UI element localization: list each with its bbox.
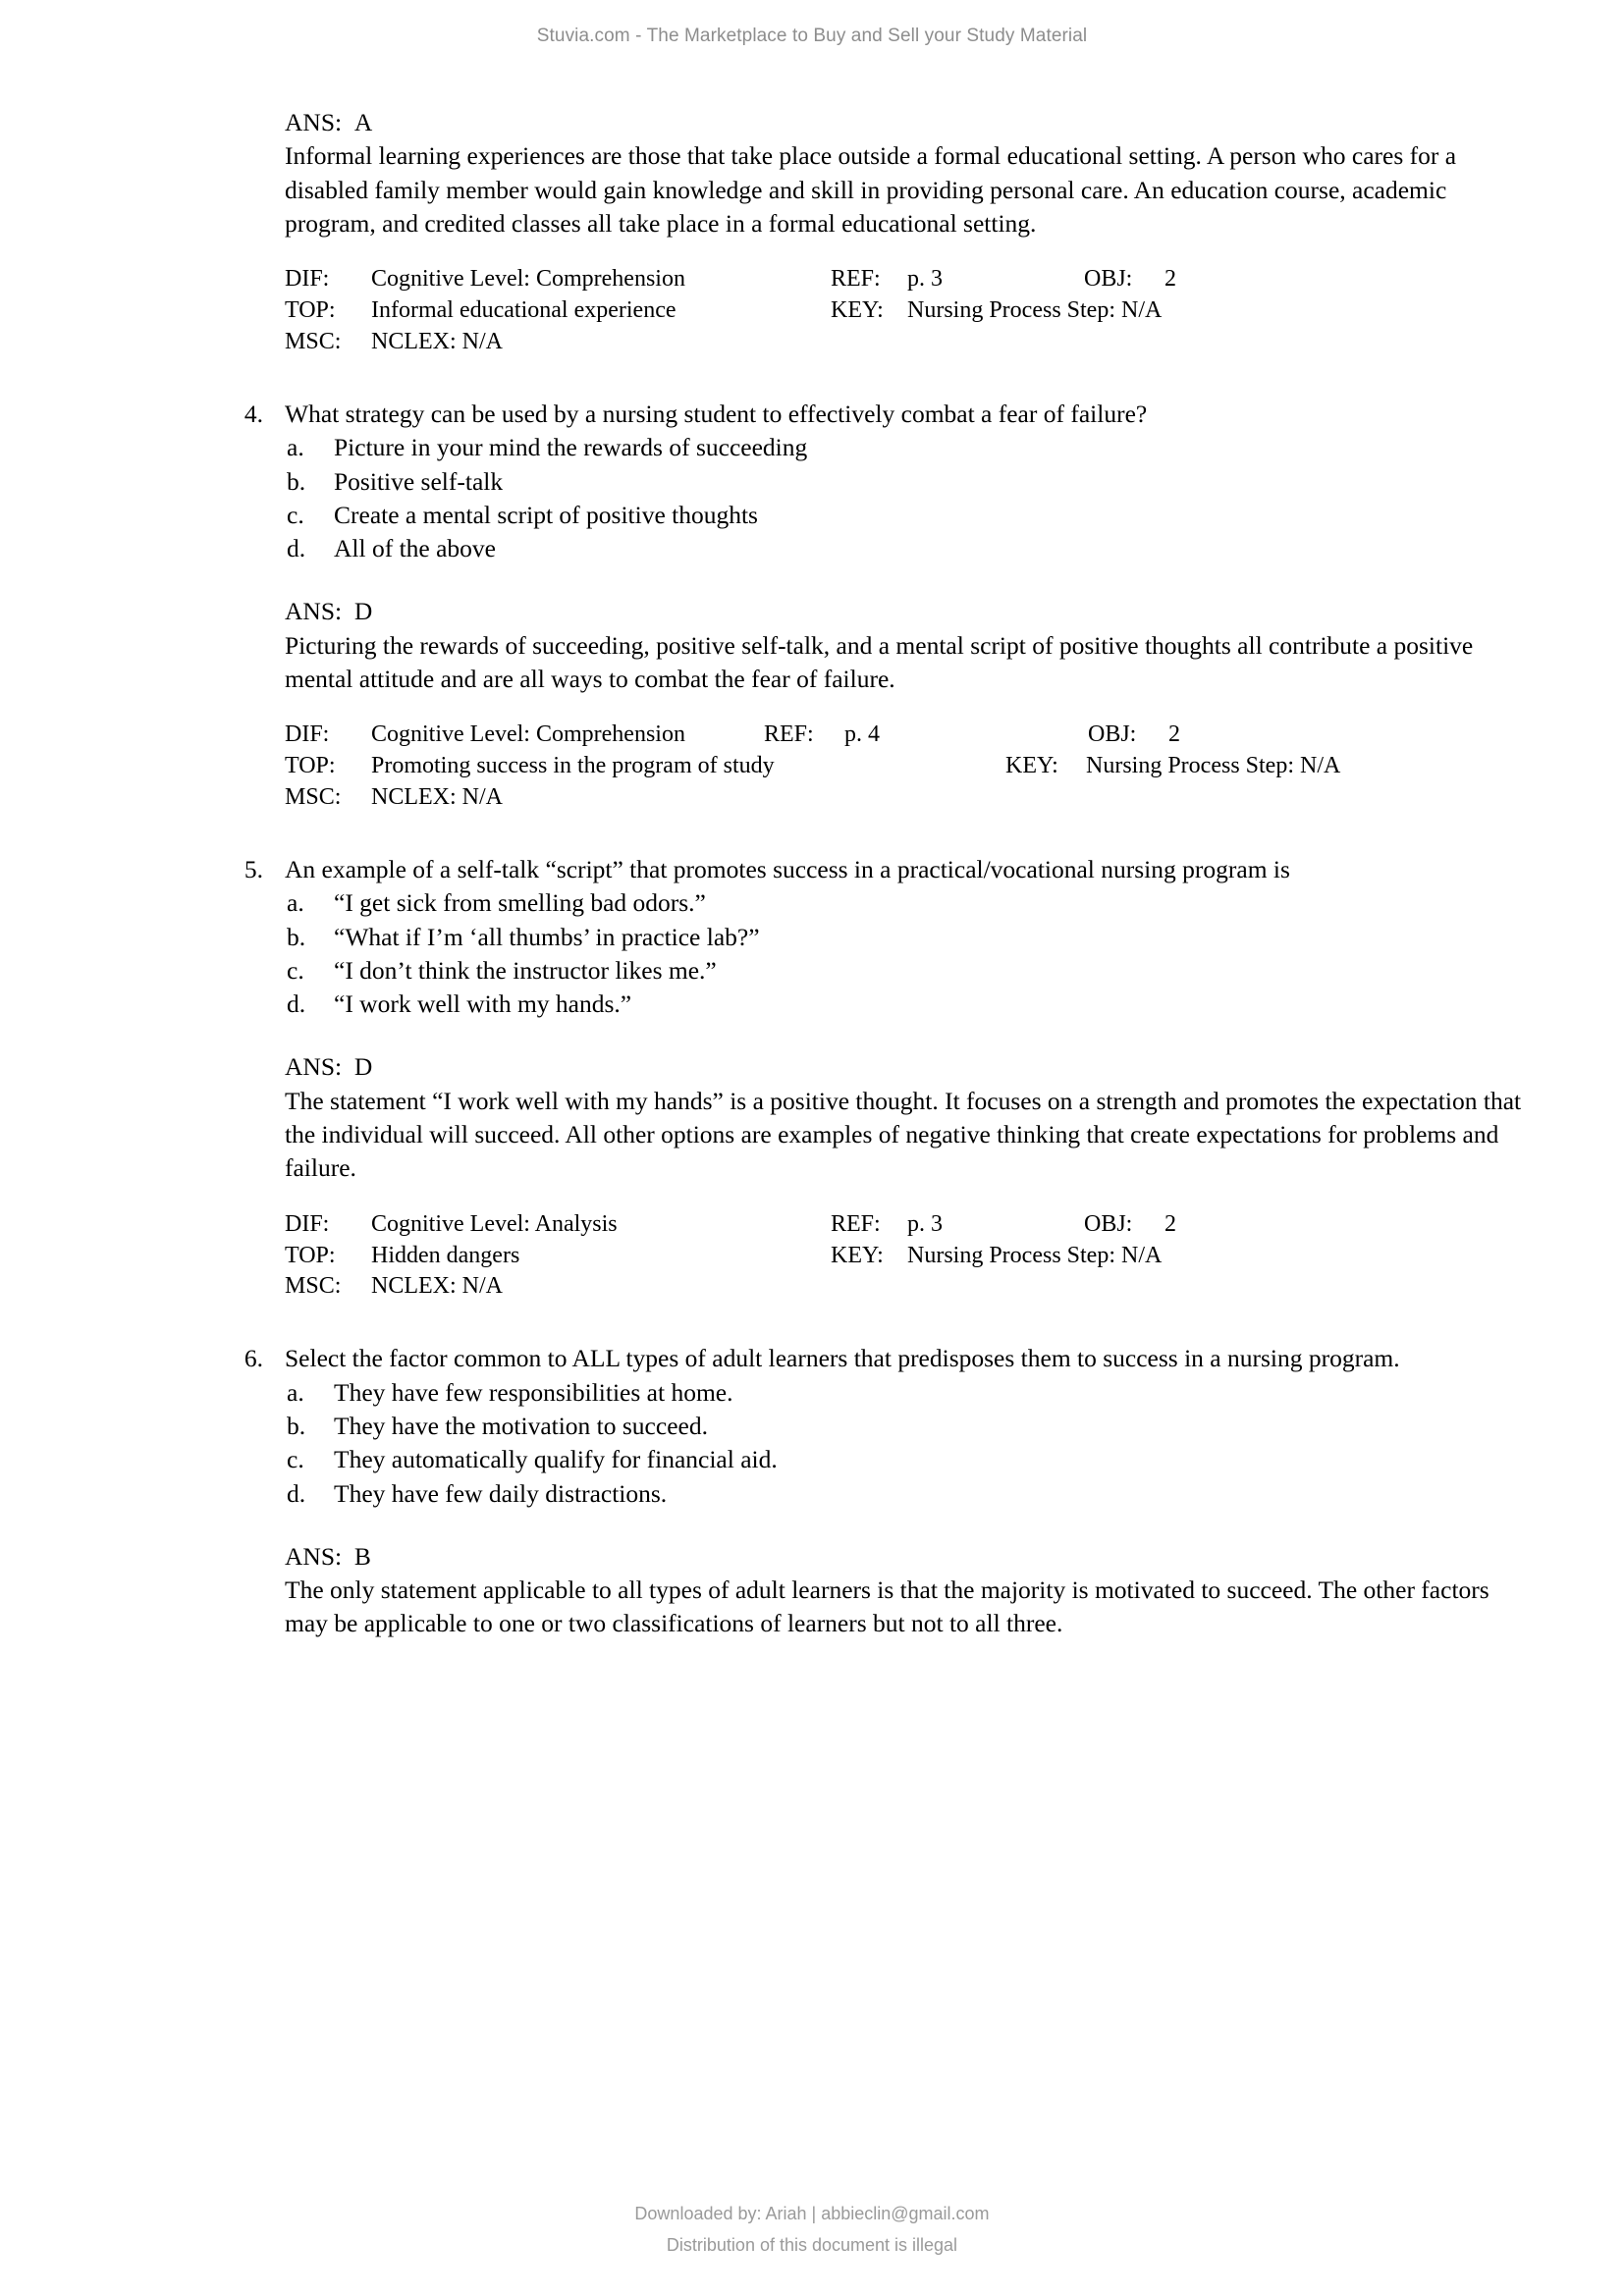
spacer [236, 565, 1532, 595]
metadata-block-4 [285, 720, 1532, 814]
answer-block-5 [285, 1050, 1532, 1185]
ans-value-5: D [353, 1052, 373, 1082]
option-item[interactable] [285, 431, 1532, 464]
question-stem-6: Select the factor common to ALL types of adult learners that predisposes them to success in a nursing program. [285, 1344, 1400, 1373]
spacer [236, 1021, 1532, 1050]
ans-label-3: ANS: [285, 108, 343, 136]
obj-value-5: 2 [1164, 1210, 1176, 1237]
msc-label-4: MSC: [285, 784, 342, 811]
option-letter: a. [287, 433, 304, 462]
ans-value-3: A [353, 108, 373, 136]
option-letter: c. [287, 1445, 304, 1474]
option-item[interactable] [285, 1376, 1532, 1410]
metadata-row-top-5 [285, 1241, 1532, 1272]
spacer [236, 814, 1532, 853]
option-letter: c. [287, 955, 304, 985]
metadata-row-msc-5 [285, 1271, 1532, 1303]
answer-line-5 [285, 1050, 1532, 1084]
spacer [236, 358, 1532, 398]
msc-value-5: NCLEX: N/A [371, 1273, 503, 1300]
option-item[interactable] [285, 465, 1532, 499]
dif-value-5: Cognitive Level: Analysis [371, 1210, 618, 1237]
metadata-row-top-4 [285, 751, 1532, 782]
top-value-4: Promoting success in the program of study [371, 753, 775, 779]
option-text: They have few daily distractions. [334, 1478, 668, 1508]
option-letter: d. [287, 534, 306, 563]
option-letter: b. [287, 922, 306, 951]
ans-label-4: ANS: [285, 597, 343, 626]
ref-value-5: p. 3 [907, 1210, 943, 1237]
msc-value-3: NCLEX: N/A [371, 329, 503, 354]
ref-label-5: REF: [831, 1210, 881, 1237]
top-value-5: Hidden dangers [371, 1242, 520, 1268]
option-text: “I get sick from smelling bad odors.” [334, 888, 706, 918]
top-label-3: TOP: [285, 297, 336, 324]
option-text: They have few responsibilities at home. [334, 1377, 733, 1407]
spacer [236, 1303, 1532, 1342]
option-item[interactable] [285, 921, 1532, 954]
page-footer [0, 2199, 1624, 2261]
msc-label-5: MSC: [285, 1273, 342, 1300]
answer-explanation-6: The only statement applicable to all types of adult learners is that the majority is motivated to succeed. The other factors may be applicable to one or two classifications of learners but not to all three. [285, 1575, 1489, 1638]
question-6 [236, 1342, 1532, 1510]
answer-block-3 [285, 106, 1532, 240]
ans-label-6: ANS: [285, 1541, 343, 1571]
option-item[interactable] [285, 886, 1532, 920]
answer-explanation-5: The statement “I work well with my hands” is a positive thought. It focuses on a strength and promotes the expectation that the individual will succeed. All other options are examples of negative thinking that create expectations for problems and failure. [285, 1086, 1522, 1183]
top-value-3: Informal educational experience [371, 297, 677, 324]
metadata-row-msc-4 [285, 782, 1532, 814]
obj-label-5: OBJ: [1084, 1210, 1133, 1237]
key-value-3: Nursing Process Step: N/A [907, 297, 1163, 324]
key-label-5: KEY: [831, 1242, 884, 1268]
option-item[interactable] [285, 499, 1532, 532]
answer-block-6 [285, 1540, 1532, 1641]
obj-label-4: OBJ: [1088, 721, 1137, 748]
dif-value-3: Cognitive Level: Comprehension [371, 266, 685, 293]
metadata-row-top-3 [285, 295, 1532, 327]
stuvia-watermark-header [0, 26, 1624, 47]
question-stem-5: An example of a self-talk “script” that promotes success in a practical/vocational nursing program is [285, 855, 1290, 883]
options-list-6 [285, 1376, 1532, 1511]
question-number-4: 4. [244, 399, 263, 428]
option-text: Create a mental script of positive thoughts [334, 500, 758, 529]
metadata-block-5 [285, 1209, 1532, 1304]
document-content [236, 106, 1532, 1641]
obj-label-3: OBJ: [1084, 266, 1133, 293]
ans-label-5: ANS: [285, 1052, 343, 1082]
key-label-4: KEY: [1005, 753, 1058, 779]
option-text: “I work well with my hands.” [334, 989, 632, 1019]
msc-label-3: MSC: [285, 329, 342, 354]
answer-line-3 [285, 106, 1532, 139]
distribution-notice-text: Distribution of this document is illegal [666, 2234, 958, 2255]
options-list-5 [285, 886, 1532, 1021]
answer-block-4 [285, 595, 1532, 696]
option-text: They automatically qualify for financial aid. [334, 1445, 778, 1474]
ans-value-6: B [353, 1541, 371, 1571]
downloaded-by-text: Downloaded by: Ariah | abbieclin@gmail.com [634, 2204, 990, 2223]
key-label-3: KEY: [831, 297, 884, 324]
option-text: All of the above [334, 534, 496, 563]
option-letter: b. [287, 466, 306, 496]
option-text: Picture in your mind the rewards of succeeding [334, 433, 808, 462]
option-item[interactable] [285, 1477, 1532, 1511]
option-text: They have the motivation to succeed. [334, 1411, 708, 1440]
option-text: “What if I’m ‘all thumbs’ in practice lab?” [334, 922, 760, 951]
option-letter: d. [287, 1478, 306, 1508]
msc-value-4: NCLEX: N/A [371, 784, 503, 811]
question-number-6: 6. [244, 1344, 263, 1373]
answer-line-4 [285, 595, 1532, 628]
dif-label-4: DIF: [285, 721, 330, 748]
option-letter: c. [287, 500, 304, 529]
option-item[interactable] [285, 1443, 1532, 1476]
ref-value-4: p. 4 [844, 721, 880, 748]
answer-explanation-4: Picturing the rewards of succeeding, positive self-talk, and a mental script of positive thoughts all contribute a positive mental attitude and are all ways to combat the fear of failure. [285, 630, 1474, 693]
dif-value-4: Cognitive Level: Comprehension [371, 721, 685, 748]
metadata-row-dif-4 [285, 720, 1532, 751]
option-item[interactable] [285, 954, 1532, 988]
ref-label-3: REF: [831, 266, 881, 293]
ref-value-3: p. 3 [907, 266, 943, 293]
question-4 [236, 398, 1532, 565]
key-value-4: Nursing Process Step: N/A [1086, 753, 1341, 779]
dif-label-3: DIF: [285, 266, 330, 293]
spacer [236, 1511, 1532, 1540]
key-value-5: Nursing Process Step: N/A [907, 1242, 1163, 1268]
dif-label-5: DIF: [285, 1210, 330, 1237]
metadata-row-dif-3 [285, 264, 1532, 295]
option-letter: a. [287, 888, 304, 918]
option-item[interactable] [285, 532, 1532, 565]
metadata-row-msc-3 [285, 327, 1532, 358]
obj-value-4: 2 [1168, 721, 1180, 748]
option-text: “I don’t think the instructor likes me.” [334, 955, 717, 985]
question-number-5: 5. [244, 855, 263, 883]
metadata-block-3 [285, 264, 1532, 358]
top-label-4: TOP: [285, 753, 336, 779]
options-list-4 [285, 431, 1532, 565]
ref-label-4: REF: [764, 721, 814, 748]
question-stem-4: What strategy can be used by a nursing student to effectively combat a fear of failure? [285, 399, 1148, 428]
option-letter: b. [287, 1411, 306, 1440]
ans-value-4: D [353, 597, 373, 626]
option-item[interactable] [285, 988, 1532, 1021]
answer-explanation-3: Informal learning experiences are those that take place outside a formal educational setting. A person who cares for a disabled family member would gain knowledge and skill in providing personal care. An education course, academic program, and credited classes all take place in a formal educational setting. [285, 141, 1457, 238]
answer-line-6 [285, 1540, 1532, 1574]
obj-value-3: 2 [1164, 266, 1176, 293]
option-text: Positive self-talk [334, 466, 504, 496]
question-5 [236, 853, 1532, 1021]
option-letter: d. [287, 989, 306, 1019]
watermark-text: Stuvia.com - The Marketplace to Buy and Sell your Study Material [536, 26, 1088, 46]
option-letter: a. [287, 1377, 304, 1407]
top-label-5: TOP: [285, 1242, 336, 1268]
option-item[interactable] [285, 1410, 1532, 1443]
metadata-row-dif-5 [285, 1209, 1532, 1241]
